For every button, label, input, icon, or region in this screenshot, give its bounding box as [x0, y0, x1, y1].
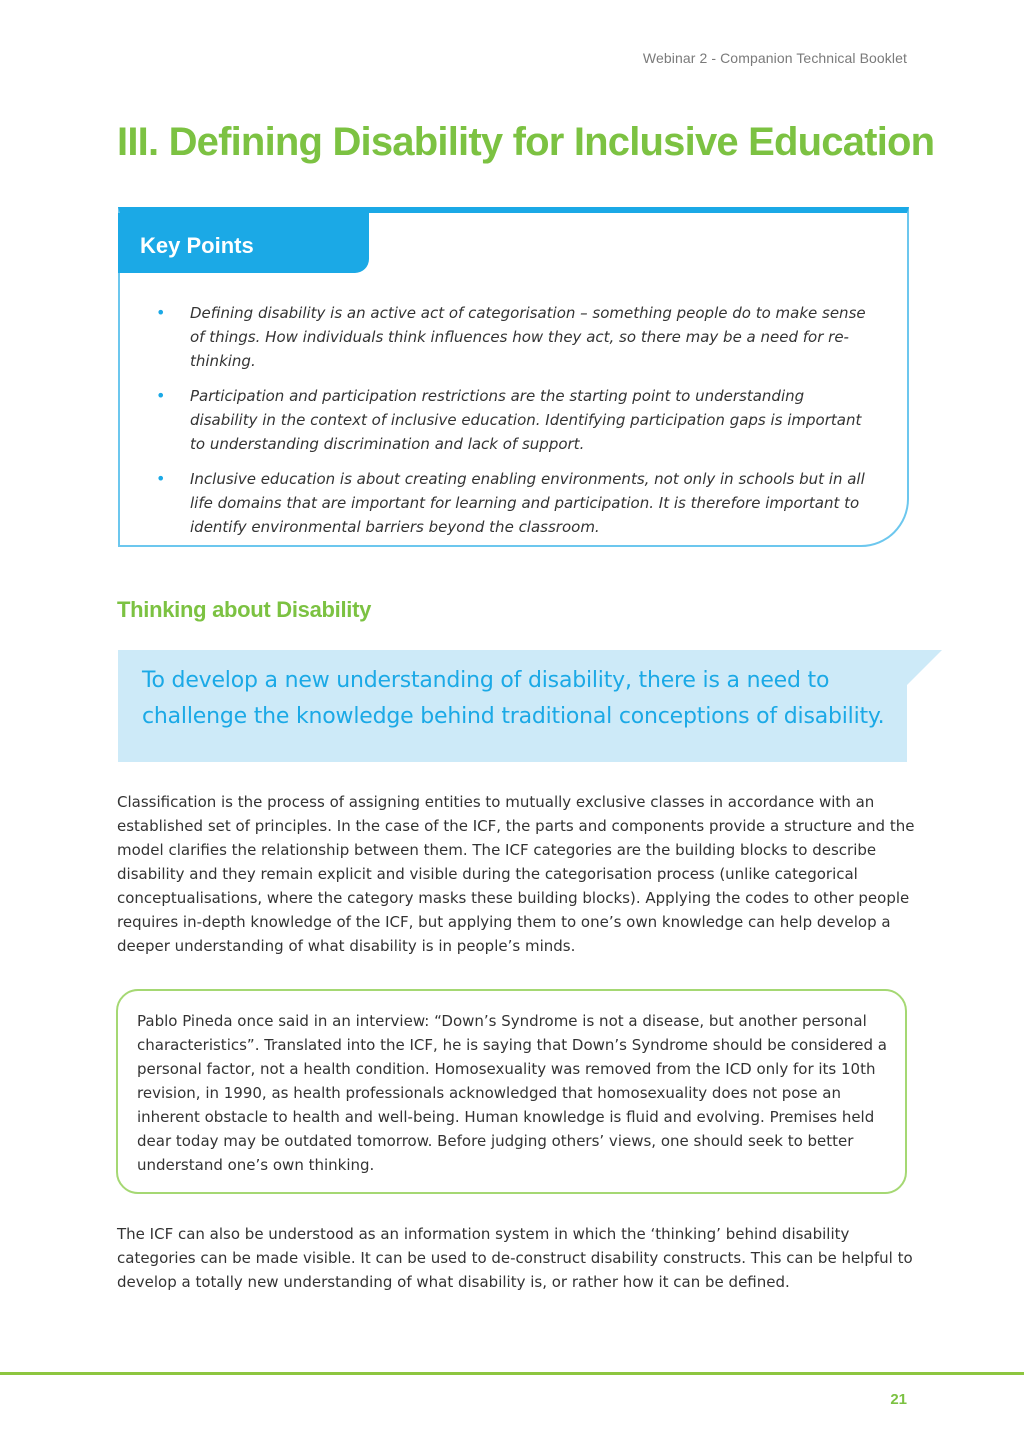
- bullet-icon: •: [156, 386, 166, 405]
- page-number: 21: [890, 1391, 907, 1408]
- quote-text: Pablo Pineda once said in an interview: “Down’s Syndrome is not a disease, but another personal characteristics”. Translated into the ICF, he is saying that Down’s Syndrome should be considered a personal factor, not a health condition. Homosexuality was removed from the ICD only for its 10th revision, in 1990, as health professionals acknowledged that homosexuality does not pose an inherent obstacle to health and well-being. Human knowledge is fluid and evolving. Premises held dear today may be outdated tomorrow. Before judging others’ views, one should seek to better understand one’s own thinking.: [137, 1012, 887, 1174]
- key-points-list: [156, 301, 876, 550]
- running-header: Webinar 2 - Companion Technical Booklet: [642, 50, 907, 66]
- bullet-icon: •: [156, 469, 166, 488]
- footer-divider: [0, 1372, 1024, 1375]
- key-point-item: [156, 467, 876, 539]
- key-point-text: Defining disability is an active act of categorisation – something people do to make sense of things. How individuals think influences how they act, so there may be a need for re-thinking.: [190, 304, 866, 370]
- key-point-text: Inclusive education is about creating enabling environments, not only in schools but in all life domains that are important for learning and participation. It is therefore important to identify environmental barriers beyond the classroom.: [190, 470, 865, 536]
- key-points-box: [118, 207, 909, 547]
- body-paragraph: The ICF can also be understood as an information system in which the ‘thinking’ behind disability categories can be made visible. It can be used to de-construct disability constructs. This can be helpful to develop a totally new understanding of what disability is, or rather how it can be defined.: [117, 1225, 913, 1291]
- callout-text: To develop a new understanding of disability, there is a need to challenge the knowledge behind traditional conceptions of disability.: [142, 668, 885, 729]
- section-heading: Thinking about Disability: [117, 597, 372, 622]
- bullet-icon: •: [156, 303, 166, 322]
- key-point-item: [156, 384, 876, 456]
- key-points-heading: Key Points: [118, 213, 369, 273]
- key-point-item: [156, 301, 876, 373]
- quote-box: [116, 989, 907, 1194]
- body-paragraph: Classification is the process of assigning entities to mutually exclusive classes in accordance with an established set of principles. In the case of the ICF, the parts and components provide a structure and the model clarifies the relationship between them. The ICF categories are the building blocks to describe disability and they remain explicit and visible during the categorisation process (unlike categorical conceptualisations, where the category masks these building blocks). Applying the codes to other people requires in-depth knowledge of the ICF, but applying them to one’s own knowledge can help develop a deeper understanding of what disability is in people’s minds.: [117, 793, 915, 955]
- key-point-text: Participation and participation restrictions are the starting point to understanding disability in the context of inclusive education. Identifying participation gaps is important to understanding discrimination and lack of support.: [190, 387, 862, 453]
- callout-box: [118, 650, 942, 762]
- page-title: III. Defining Disability for Inclusive Education: [117, 120, 935, 164]
